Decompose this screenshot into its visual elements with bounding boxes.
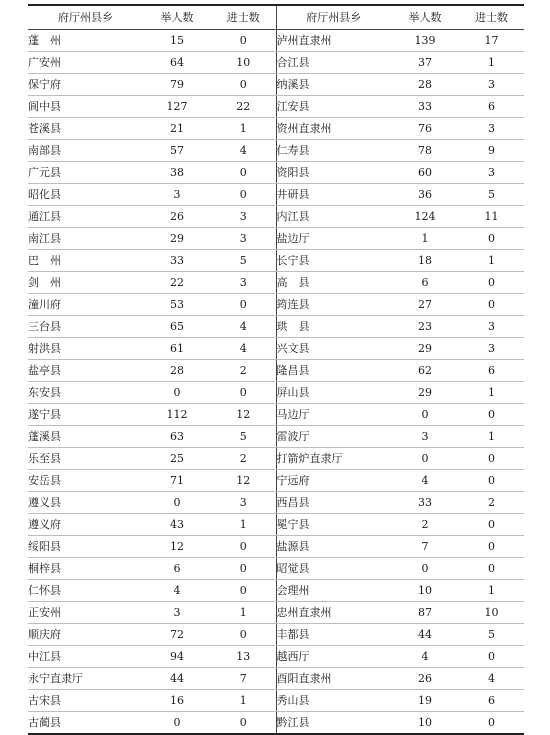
jinshi-count-cell: 0 [211, 558, 276, 580]
juren-count-cell: 36 [391, 184, 459, 206]
region-name-cell: 仁怀县 [28, 580, 143, 602]
jinshi-count-cell: 3 [211, 492, 276, 514]
juren-count-cell: 79 [143, 74, 211, 96]
jinshi-count-cell: 0 [459, 404, 524, 426]
table-row [28, 470, 524, 492]
jinshi-count-cell: 10 [211, 52, 276, 74]
juren-count-cell: 124 [391, 206, 459, 228]
jinshi-count-cell: 4 [211, 140, 276, 162]
jinshi-count-cell: 1 [211, 690, 276, 712]
jinshi-column-header: 进士数 [211, 5, 276, 30]
juren-column-header: 举人数 [143, 5, 211, 30]
juren-count-cell: 127 [143, 96, 211, 118]
region-name-cell: 蓬溪县 [28, 426, 143, 448]
table-row [28, 690, 524, 712]
jinshi-count-cell: 3 [459, 338, 524, 360]
jinshi-count-cell: 0 [459, 470, 524, 492]
juren-count-cell: 43 [143, 514, 211, 536]
region-name-cell: 广安州 [28, 52, 143, 74]
region-column-header: 府厅州县乡 [276, 5, 391, 30]
juren-count-cell: 64 [143, 52, 211, 74]
table-row [28, 250, 524, 272]
jinshi-count-cell: 0 [459, 558, 524, 580]
region-name-cell: 仁寿县 [276, 140, 391, 162]
jinshi-count-cell: 12 [211, 470, 276, 492]
juren-count-cell: 22 [143, 272, 211, 294]
table-row [28, 294, 524, 316]
header-row [28, 5, 524, 30]
jinshi-count-cell: 0 [459, 294, 524, 316]
jinshi-count-cell: 0 [459, 536, 524, 558]
jinshi-count-cell: 5 [211, 426, 276, 448]
juren-count-cell: 60 [391, 162, 459, 184]
juren-count-cell: 44 [391, 624, 459, 646]
jinshi-count-cell: 0 [211, 74, 276, 96]
jinshi-count-cell: 0 [459, 712, 524, 735]
region-name-cell: 古宋县 [28, 690, 143, 712]
juren-count-cell: 18 [391, 250, 459, 272]
region-name-cell: 遵义府 [28, 514, 143, 536]
table-row [28, 206, 524, 228]
juren-count-cell: 62 [391, 360, 459, 382]
juren-count-cell: 76 [391, 118, 459, 140]
jinshi-count-cell: 0 [211, 294, 276, 316]
region-name-cell: 纳溪县 [276, 74, 391, 96]
region-name-cell: 南部县 [28, 140, 143, 162]
region-name-cell: 冕宁县 [276, 514, 391, 536]
jinshi-column-header: 进士数 [459, 5, 524, 30]
juren-count-cell: 15 [143, 30, 211, 52]
table-row [28, 426, 524, 448]
juren-count-cell: 57 [143, 140, 211, 162]
juren-count-cell: 87 [391, 602, 459, 624]
jinshi-count-cell: 1 [459, 52, 524, 74]
region-name-cell: 越西厅 [276, 646, 391, 668]
jinshi-count-cell: 1 [211, 602, 276, 624]
region-name-cell: 打箭炉直隶厅 [276, 448, 391, 470]
region-name-cell: 蓬 州 [28, 30, 143, 52]
table-row [28, 382, 524, 404]
region-name-cell: 雷波厅 [276, 426, 391, 448]
table-row [28, 316, 524, 338]
region-name-cell: 屏山县 [276, 382, 391, 404]
jinshi-count-cell: 12 [211, 404, 276, 426]
region-name-cell: 顺庆府 [28, 624, 143, 646]
jinshi-count-cell: 0 [459, 272, 524, 294]
jinshi-count-cell: 0 [211, 30, 276, 52]
juren-count-cell: 2 [391, 514, 459, 536]
region-name-cell: 宁远府 [276, 470, 391, 492]
table-row [28, 52, 524, 74]
region-name-cell: 西昌县 [276, 492, 391, 514]
table-row [28, 96, 524, 118]
region-name-cell: 筠连县 [276, 294, 391, 316]
juren-count-cell: 33 [391, 492, 459, 514]
table-row [28, 162, 524, 184]
juren-count-cell: 4 [391, 470, 459, 492]
jinshi-count-cell: 0 [459, 228, 524, 250]
region-name-cell: 黔江县 [276, 712, 391, 735]
region-name-cell: 古蔺县 [28, 712, 143, 735]
region-name-cell: 马边厅 [276, 404, 391, 426]
table-row [28, 712, 524, 735]
juren-column-header: 举人数 [391, 5, 459, 30]
region-name-cell: 资阳县 [276, 162, 391, 184]
table-row [28, 118, 524, 140]
region-name-cell: 南江县 [28, 228, 143, 250]
jinshi-count-cell: 1 [211, 514, 276, 536]
jinshi-count-cell: 2 [211, 448, 276, 470]
region-name-cell: 潼川府 [28, 294, 143, 316]
juren-count-cell: 4 [391, 646, 459, 668]
jinshi-count-cell: 3 [459, 118, 524, 140]
jinshi-count-cell: 11 [459, 206, 524, 228]
juren-count-cell: 6 [143, 558, 211, 580]
jinshi-count-cell: 6 [459, 360, 524, 382]
juren-count-cell: 29 [143, 228, 211, 250]
region-name-cell: 秀山县 [276, 690, 391, 712]
region-name-cell: 东安县 [28, 382, 143, 404]
jinshi-count-cell: 2 [459, 492, 524, 514]
jinshi-count-cell: 3 [211, 272, 276, 294]
table-row [28, 228, 524, 250]
juren-count-cell: 26 [143, 206, 211, 228]
juren-count-cell: 61 [143, 338, 211, 360]
jinshi-count-cell: 0 [459, 514, 524, 536]
region-name-cell: 昭觉县 [276, 558, 391, 580]
jinshi-count-cell: 1 [211, 118, 276, 140]
juren-count-cell: 139 [391, 30, 459, 52]
region-name-cell: 永宁直隶厅 [28, 668, 143, 690]
table-row [28, 338, 524, 360]
juren-count-cell: 112 [143, 404, 211, 426]
region-name-cell: 盐源县 [276, 536, 391, 558]
region-name-cell: 合江县 [276, 52, 391, 74]
juren-count-cell: 38 [143, 162, 211, 184]
juren-count-cell: 0 [391, 404, 459, 426]
jinshi-count-cell: 7 [211, 668, 276, 690]
region-name-cell: 会理州 [276, 580, 391, 602]
jinshi-count-cell: 5 [459, 624, 524, 646]
region-name-cell: 盐亭县 [28, 360, 143, 382]
jinshi-count-cell: 3 [459, 74, 524, 96]
jinshi-count-cell: 4 [459, 668, 524, 690]
juren-count-cell: 7 [391, 536, 459, 558]
table-row [28, 184, 524, 206]
juren-jinshi-table [28, 4, 524, 735]
juren-count-cell: 0 [391, 558, 459, 580]
table-row [28, 140, 524, 162]
table-row [28, 360, 524, 382]
region-name-cell: 长宁县 [276, 250, 391, 272]
juren-count-cell: 33 [391, 96, 459, 118]
region-name-cell: 巴 州 [28, 250, 143, 272]
juren-count-cell: 0 [143, 492, 211, 514]
table-row [28, 646, 524, 668]
region-name-cell: 丰都县 [276, 624, 391, 646]
region-name-cell: 遵义县 [28, 492, 143, 514]
jinshi-count-cell: 3 [211, 228, 276, 250]
table-row [28, 514, 524, 536]
jinshi-count-cell: 0 [211, 712, 276, 735]
region-name-cell: 盐边厅 [276, 228, 391, 250]
jinshi-count-cell: 0 [459, 646, 524, 668]
region-name-cell: 通江县 [28, 206, 143, 228]
juren-count-cell: 78 [391, 140, 459, 162]
table-row [28, 536, 524, 558]
region-name-cell: 酉阳直隶州 [276, 668, 391, 690]
juren-count-cell: 25 [143, 448, 211, 470]
jinshi-count-cell: 0 [211, 184, 276, 206]
region-name-cell: 绥阳县 [28, 536, 143, 558]
region-name-cell: 泸州直隶州 [276, 30, 391, 52]
table-body [28, 30, 524, 735]
juren-count-cell: 94 [143, 646, 211, 668]
region-name-cell: 射洪县 [28, 338, 143, 360]
region-name-cell: 江安县 [276, 96, 391, 118]
jinshi-count-cell: 1 [459, 250, 524, 272]
juren-count-cell: 26 [391, 668, 459, 690]
juren-count-cell: 65 [143, 316, 211, 338]
region-name-cell: 乐至县 [28, 448, 143, 470]
juren-count-cell: 10 [391, 712, 459, 735]
juren-count-cell: 10 [391, 580, 459, 602]
juren-count-cell: 72 [143, 624, 211, 646]
jinshi-count-cell: 1 [459, 382, 524, 404]
juren-count-cell: 71 [143, 470, 211, 492]
jinshi-count-cell: 4 [211, 338, 276, 360]
juren-count-cell: 16 [143, 690, 211, 712]
jinshi-count-cell: 17 [459, 30, 524, 52]
table-row [28, 404, 524, 426]
juren-count-cell: 3 [391, 426, 459, 448]
table-row [28, 668, 524, 690]
region-name-cell: 剑 州 [28, 272, 143, 294]
region-name-cell: 苍溪县 [28, 118, 143, 140]
region-name-cell: 广元县 [28, 162, 143, 184]
table-row [28, 580, 524, 602]
jinshi-count-cell: 0 [459, 448, 524, 470]
juren-count-cell: 6 [391, 272, 459, 294]
juren-count-cell: 53 [143, 294, 211, 316]
juren-count-cell: 4 [143, 580, 211, 602]
region-name-cell: 高 县 [276, 272, 391, 294]
juren-count-cell: 28 [391, 74, 459, 96]
region-name-cell: 兴文县 [276, 338, 391, 360]
juren-count-cell: 29 [391, 382, 459, 404]
jinshi-count-cell: 5 [211, 250, 276, 272]
region-name-cell: 珙 县 [276, 316, 391, 338]
juren-count-cell: 29 [391, 338, 459, 360]
juren-count-cell: 1 [391, 228, 459, 250]
region-name-cell: 昭化县 [28, 184, 143, 206]
jinshi-count-cell: 6 [459, 96, 524, 118]
jinshi-count-cell: 10 [459, 602, 524, 624]
region-name-cell: 三台县 [28, 316, 143, 338]
jinshi-count-cell: 0 [211, 162, 276, 184]
jinshi-count-cell: 3 [459, 316, 524, 338]
region-name-cell: 安岳县 [28, 470, 143, 492]
region-column-header: 府厅州县乡 [28, 5, 143, 30]
jinshi-count-cell: 3 [211, 206, 276, 228]
jinshi-count-cell: 2 [211, 360, 276, 382]
juren-count-cell: 44 [143, 668, 211, 690]
region-name-cell: 正安州 [28, 602, 143, 624]
region-name-cell: 资州直隶州 [276, 118, 391, 140]
table-row [28, 74, 524, 96]
jinshi-count-cell: 0 [211, 536, 276, 558]
juren-count-cell: 23 [391, 316, 459, 338]
juren-count-cell: 12 [143, 536, 211, 558]
table-row [28, 30, 524, 52]
table-row [28, 602, 524, 624]
jinshi-count-cell: 0 [211, 382, 276, 404]
table-row [28, 492, 524, 514]
juren-count-cell: 21 [143, 118, 211, 140]
table-row [28, 448, 524, 470]
juren-count-cell: 0 [143, 382, 211, 404]
juren-count-cell: 28 [143, 360, 211, 382]
table-row [28, 624, 524, 646]
jinshi-count-cell: 1 [459, 426, 524, 448]
region-name-cell: 保宁府 [28, 74, 143, 96]
region-name-cell: 忠州直隶州 [276, 602, 391, 624]
jinshi-count-cell: 5 [459, 184, 524, 206]
juren-count-cell: 33 [143, 250, 211, 272]
juren-count-cell: 3 [143, 602, 211, 624]
region-name-cell: 井研县 [276, 184, 391, 206]
juren-count-cell: 3 [143, 184, 211, 206]
table-row [28, 272, 524, 294]
juren-count-cell: 63 [143, 426, 211, 448]
jinshi-count-cell: 1 [459, 580, 524, 602]
jinshi-count-cell: 22 [211, 96, 276, 118]
juren-count-cell: 19 [391, 690, 459, 712]
jinshi-count-cell: 0 [211, 624, 276, 646]
jinshi-count-cell: 9 [459, 140, 524, 162]
region-name-cell: 内江县 [276, 206, 391, 228]
jinshi-count-cell: 3 [459, 162, 524, 184]
jinshi-count-cell: 0 [211, 580, 276, 602]
juren-count-cell: 27 [391, 294, 459, 316]
juren-count-cell: 0 [391, 448, 459, 470]
region-name-cell: 隆昌县 [276, 360, 391, 382]
table-sheet [28, 4, 524, 729]
region-name-cell: 桐梓县 [28, 558, 143, 580]
juren-count-cell: 0 [143, 712, 211, 735]
region-name-cell: 中江县 [28, 646, 143, 668]
jinshi-count-cell: 4 [211, 316, 276, 338]
region-name-cell: 遂宁县 [28, 404, 143, 426]
table-row [28, 558, 524, 580]
region-name-cell: 阆中县 [28, 96, 143, 118]
jinshi-count-cell: 13 [211, 646, 276, 668]
jinshi-count-cell: 6 [459, 690, 524, 712]
juren-count-cell: 37 [391, 52, 459, 74]
